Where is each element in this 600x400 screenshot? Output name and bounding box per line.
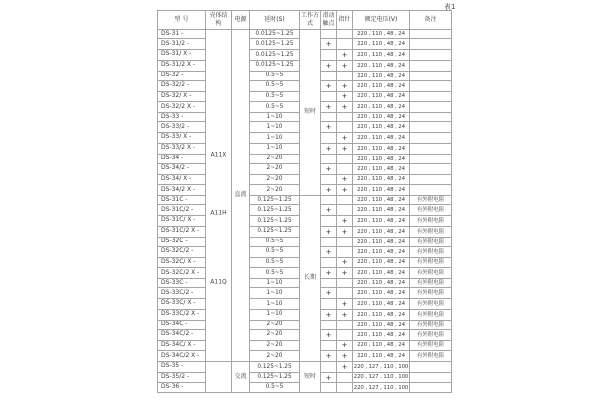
pointer-mark: + [337,80,353,91]
voltage-cell: 220 , 110 , 48 , 24 [353,39,410,50]
pointer-mark [337,320,353,329]
remark-cell: 有外附电阻 [410,216,452,227]
remark-cell [410,39,452,50]
header-delay: 延时(S) [250,11,300,30]
voltage-cell: 220 , 110 , 48 , 24 [353,80,410,91]
pointer-mark [337,372,353,383]
voltage-cell: 220 , 110 , 48 , 24 [353,257,410,268]
pointer-mark [337,383,353,393]
pointer-mark [337,196,353,205]
delay-cell: 0.125~1.25 [250,216,300,227]
remark-cell [410,71,452,80]
model-cell: DS-32/ X - [158,91,206,102]
remark-cell: 有外附电阻 [410,226,452,237]
slide-contact-mark [321,362,337,373]
table-row [158,196,452,205]
pointer-mark [337,329,353,340]
slide-contact-mark [321,299,337,310]
slide-contact-mark [321,30,337,39]
header-remark: 备注 [410,11,452,30]
delay-cell: 2~20 [250,154,300,163]
delay-cell: 0.5~5 [250,257,300,268]
slide-contact-mark: + [321,372,337,383]
shell-label: A11H [210,209,227,217]
voltage-cell: 220 , 110 , 48 , 24 [353,196,410,205]
model-cell: DS-32/2 - [158,80,206,91]
pointer-mark: + [337,351,353,362]
model-cell: DS-31/2 X - [158,60,206,71]
delay-cell: 1~10 [250,113,300,122]
model-cell: DS-34C/2 X - [158,351,206,362]
slide-contact-mark: + [321,246,337,257]
model-cell: DS-34C/2 - [158,329,206,340]
slide-contact-mark [321,154,337,163]
delay-cell: 0.5~5 [250,268,300,279]
remark-cell: 有外附电阻 [410,257,452,268]
model-cell: DS-34/2 X - [158,185,206,196]
table-row [158,362,452,373]
voltage-cell: 220 , 110 , 48 , 24 [353,174,410,185]
pointer-mark [337,288,353,299]
slide-contact-mark: + [321,143,337,154]
header-row [158,11,452,30]
remark-cell [410,133,452,144]
delay-cell: 0.125~1.25 [250,372,300,383]
pointer-mark: + [337,91,353,102]
pointer-mark [337,113,353,122]
remark-cell: 有外附电阻 [410,288,452,299]
header-pointer: 指针 [337,11,353,30]
delay-cell: 0.0125~1.25 [250,50,300,61]
slide-contact-mark: + [321,329,337,340]
pointer-mark: + [337,133,353,144]
slide-contact-mark: + [321,351,337,362]
delay-cell: 1~10 [250,299,300,310]
model-cell: DS-33/2 - [158,122,206,133]
delay-cell: 0.125~1.25 [250,205,300,216]
power-cell: 交流 [232,362,250,393]
remark-cell: 有外附电阻 [410,351,452,362]
voltage-cell: 220 , 110 , 48 , 24 [353,279,410,288]
header-voltage: 额定电压(V) [353,11,410,30]
pointer-mark: + [337,257,353,268]
model-cell: DS-35/2 - [158,372,206,383]
model-cell: DS-34/ X - [158,174,206,185]
slide-contact-mark: + [321,268,337,279]
delay-cell: 1~10 [250,133,300,144]
remark-cell: 有外附电阻 [410,237,452,246]
delay-cell: 2~20 [250,320,300,329]
model-cell: DS-33/2 X - [158,143,206,154]
remark-cell [410,30,452,39]
voltage-cell: 220 , 110 , 48 , 24 [353,320,410,329]
pointer-mark [337,205,353,216]
slide-contact-mark [321,279,337,288]
remark-cell [410,60,452,71]
pointer-mark [337,71,353,80]
slide-contact-mark: + [321,163,337,174]
remark-cell [410,102,452,113]
remark-cell [410,372,452,383]
remark-cell: 有外附电阻 [410,279,452,288]
remark-cell: 有外附电阻 [410,196,452,205]
slide-contact-mark [321,320,337,329]
header-shell: 壳体结构 [206,11,232,30]
delay-cell: 2~20 [250,329,300,340]
remark-cell: 有外附电阻 [410,268,452,279]
pointer-mark: + [337,60,353,71]
delay-cell: 2~20 [250,340,300,351]
pointer-mark: + [337,299,353,310]
pointer-mark: + [337,50,353,61]
model-cell: DS-31/ X - [158,50,206,61]
voltage-cell: 220 , 110 , 48 , 24 [353,30,410,39]
slide-contact-mark [321,50,337,61]
remark-cell [410,122,452,133]
model-cell: DS-33C - [158,279,206,288]
model-cell: DS-31C/2 X - [158,226,206,237]
work-mode-cell: 长期 [300,196,321,362]
delay-cell: 0.5~5 [250,102,300,113]
delay-cell: 1~10 [250,143,300,154]
voltage-cell: 220 , 110 , 48 , 24 [353,60,410,71]
pointer-mark [337,246,353,257]
voltage-cell: 220 , 110 , 48 , 24 [353,50,410,61]
shell-structure-cell [206,30,232,362]
remark-cell: 有外附电阻 [410,320,452,329]
slide-contact-mark: + [321,102,337,113]
slide-contact-mark [321,237,337,246]
delay-cell: 1~10 [250,122,300,133]
model-cell: DS-31C/ X - [158,216,206,227]
model-cell: DS-31C - [158,196,206,205]
delay-cell: 0.0125~1.25 [250,39,300,50]
header-model: 型 号 [158,11,206,30]
voltage-cell: 220 , 110 , 48 , 24 [353,71,410,80]
remark-cell [410,50,452,61]
delay-cell: 2~20 [250,351,300,362]
pointer-mark [337,39,353,50]
model-cell: DS-34C - [158,320,206,329]
pointer-mark: + [337,340,353,351]
voltage-cell: 220 , 110 , 48 , 24 [353,163,410,174]
slide-contact-mark: + [321,39,337,50]
header-mode: 工作方式 [300,11,321,30]
remark-cell: 有外附电阻 [410,299,452,310]
delay-cell: 1~10 [250,309,300,320]
slide-contact-mark [321,133,337,144]
pointer-mark [337,122,353,133]
remark-cell [410,383,452,393]
remark-cell [410,362,452,373]
slide-contact-mark: + [321,80,337,91]
slide-contact-mark: + [321,60,337,71]
voltage-cell: 220 , 110 , 48 , 24 [353,329,410,340]
pointer-mark [337,30,353,39]
remark-cell [410,163,452,174]
pointer-mark: + [337,309,353,320]
voltage-cell: 220 , 110 , 48 , 24 [353,133,410,144]
model-cell: DS-32C - [158,237,206,246]
voltage-cell: 220 , 110 , 48 , 24 [353,154,410,163]
model-cell: DS-34C/ X - [158,340,206,351]
shell-structure-cell [206,362,232,393]
voltage-cell: 220 , 110 , 48 , 24 [353,102,410,113]
voltage-cell: 220 , 110 , 48 , 24 [353,226,410,237]
delay-cell: 0.125~1.25 [250,362,300,373]
table-row [158,30,452,39]
model-cell: DS-33C/ X - [158,299,206,310]
voltage-cell: 220 , 110 , 48 , 24 [353,288,410,299]
model-cell: DS-35 - [158,362,206,373]
remark-cell: 有外附电阻 [410,340,452,351]
model-cell: DS-31 - [158,30,206,39]
slide-contact-mark [321,113,337,122]
delay-cell: 0.5~5 [250,237,300,246]
delay-cell: 0.5~5 [250,80,300,91]
voltage-cell: 220 , 110 , 48 , 24 [353,185,410,196]
model-cell: DS-36 - [158,383,206,393]
remark-cell [410,113,452,122]
model-cell: DS-32C/2 X - [158,268,206,279]
delay-cell: 0.5~5 [250,383,300,393]
remark-cell: 有外附电阻 [410,205,452,216]
delay-cell: 0.125~1.25 [250,196,300,205]
model-cell: DS-33 - [158,113,206,122]
remark-cell [410,143,452,154]
pointer-mark: + [337,268,353,279]
remark-cell [410,80,452,91]
delay-cell: 2~20 [250,163,300,174]
work-mode-cell: 短时 [300,362,321,393]
model-cell: DS-32C/ X - [158,257,206,268]
model-cell: DS-32 - [158,71,206,80]
voltage-cell: 220 , 127 , 110 , 100 [353,384,409,391]
model-cell: DS-31/2 - [158,39,206,50]
slide-contact-mark: + [321,122,337,133]
pointer-mark: + [337,362,353,373]
voltage-cell: 220 , 127 , 110 , 100 [353,372,410,383]
slide-contact-mark [321,216,337,227]
voltage-cell: 220 , 110 , 48 , 24 [353,299,410,310]
slide-contact-mark [321,340,337,351]
model-cell: DS-32/2 X - [158,102,206,113]
voltage-cell: 220 , 110 , 48 , 24 [353,91,410,102]
voltage-cell: 220 , 110 , 48 , 24 [353,143,410,154]
model-cell: DS-34/2 - [158,163,206,174]
slide-contact-mark: + [321,205,337,216]
pointer-mark: + [337,185,353,196]
slide-contact-mark: + [321,309,337,320]
slide-contact-mark [321,196,337,205]
remark-cell [410,154,452,163]
delay-cell: 0.5~5 [250,91,300,102]
delay-cell: 0.0125~1.25 [250,60,300,71]
voltage-cell: 220 , 110 , 48 , 24 [353,205,410,216]
work-mode-cell: 短时 [300,30,321,196]
voltage-cell: 220 , 110 , 48 , 24 [353,122,410,133]
pointer-mark: + [337,226,353,237]
slide-contact-mark: + [321,226,337,237]
delay-cell: 2~20 [250,185,300,196]
delay-cell: 0.5~5 [250,71,300,80]
spec-table-body [158,30,452,393]
delay-cell: 1~10 [250,288,300,299]
pointer-mark [337,279,353,288]
relay-spec-table [157,10,452,393]
delay-cell: 0.5~5 [250,246,300,257]
slide-contact-mark [321,91,337,102]
header-slide: 滑动触点 [321,11,337,30]
table-header [158,11,452,30]
pointer-mark: + [337,102,353,113]
slide-contact-mark: + [321,185,337,196]
header-power: 电源 [232,11,250,30]
voltage-cell: 220 , 110 , 48 , 24 [353,351,410,362]
voltage-cell: 220 , 110 , 48 , 24 [353,340,410,351]
pointer-mark: + [337,174,353,185]
voltage-cell: 220 , 110 , 48 , 24 [353,216,410,227]
remark-cell: 有外附电阻 [410,309,452,320]
voltage-cell: 220 , 110 , 48 , 24 [353,309,410,320]
voltage-cell: 220 , 110 , 48 , 24 [353,237,410,246]
voltage-cell: 220 , 110 , 48 , 24 [353,113,410,122]
model-cell: DS-33C/2 X - [158,309,206,320]
power-cell: 直流 [232,30,250,362]
remark-cell [410,91,452,102]
remark-cell: 有外附电阻 [410,246,452,257]
delay-cell: 0.125~1.25 [250,226,300,237]
slide-contact-mark [321,71,337,80]
model-cell: DS-33/ X - [158,133,206,144]
voltage-cell: 220 , 110 , 48 , 24 [353,246,410,257]
slide-contact-mark [321,383,337,393]
slide-contact-mark: + [321,288,337,299]
model-cell: DS-32C/2 - [158,246,206,257]
model-cell: DS-31C/2 - [158,205,206,216]
pointer-mark: + [337,216,353,227]
shell-label: A11X [210,151,227,159]
remark-cell [410,185,452,196]
delay-cell: 2~20 [250,174,300,185]
model-cell: DS-34 - [158,154,206,163]
voltage-cell: 220 , 110 , 48 , 24 [353,268,410,279]
shell-label: A11Q [210,278,227,286]
pointer-mark: + [337,143,353,154]
delay-cell: 0.0125~1.25 [250,30,300,39]
slide-contact-mark [321,257,337,268]
pointer-mark [337,237,353,246]
remark-cell: 有外附电阻 [410,329,452,340]
remark-cell [410,174,452,185]
delay-cell: 1~10 [250,279,300,288]
sheet-title: 表1 [444,3,456,11]
slide-contact-mark [321,174,337,185]
voltage-cell: 220 , 127 , 110 , 100 [353,362,410,373]
pointer-mark [337,154,353,163]
pointer-mark [337,163,353,174]
model-cell: DS-33C/2 - [158,288,206,299]
